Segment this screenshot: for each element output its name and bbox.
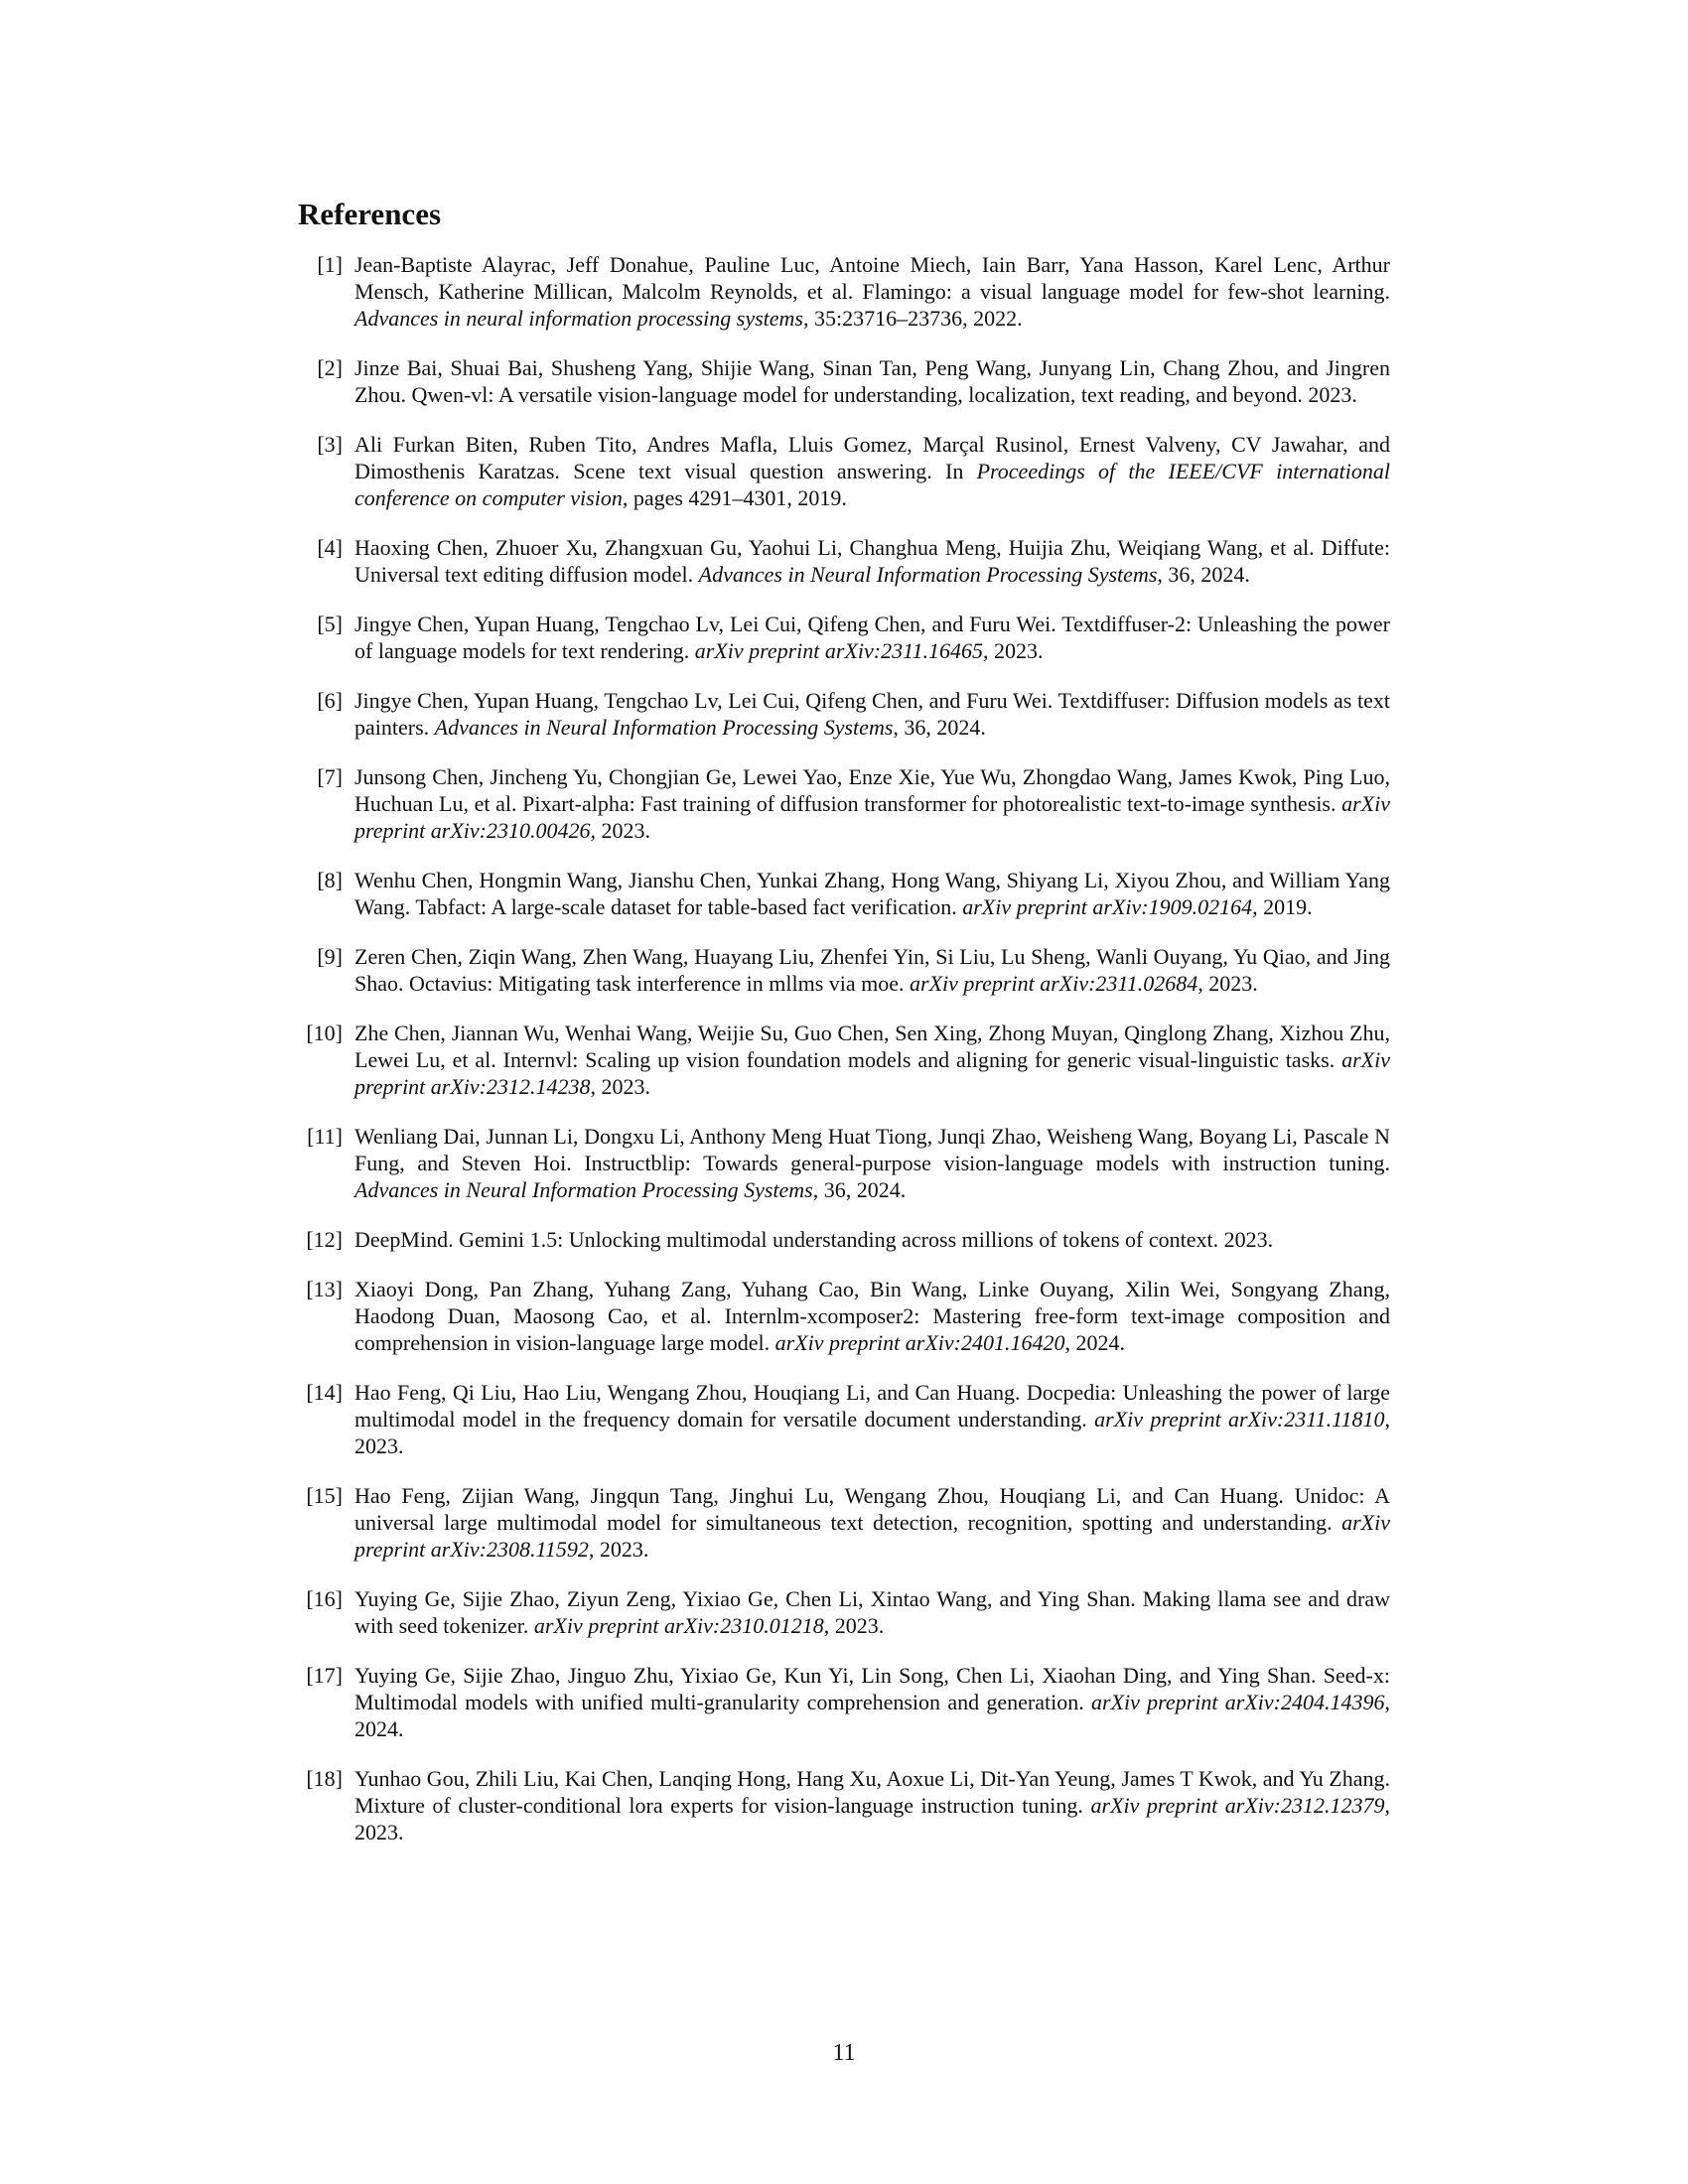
reference-item [298, 1379, 1390, 1459]
reference-number: [10] [306, 1021, 343, 1045]
reference-main: DeepMind. Gemini 1.5: Unlocking multimodal understanding across millions of tokens of context. 2023. [354, 1227, 1274, 1252]
reference-tail: , 2023. [982, 638, 1044, 663]
reference-item [298, 1765, 1390, 1845]
reference-item [298, 1226, 1390, 1253]
reference-tail: , 2023. [823, 1613, 885, 1638]
reference-number: [16] [306, 1586, 343, 1611]
reference-venue: arXiv preprint arXiv:2404.14396 [1091, 1690, 1385, 1714]
reference-text [354, 1020, 1390, 1100]
reference-tail: , 36, 2024. [1157, 562, 1250, 587]
reference-number: [18] [306, 1766, 343, 1791]
reference-item [298, 1662, 1390, 1742]
reference-main: Wenhu Chen, Hongmin Wang, Jianshu Chen, Yunkai Zhang, Hong Wang, Shiyang Li, Xiyou Zhou, and William Yang Wang. Tabfact: A large-scale dataset for table-based fact verification. [354, 868, 1390, 919]
reference-text [354, 251, 1390, 332]
reference-tail: , pages 4291–4301, 2019. [622, 485, 847, 510]
reference-main: Jean-Baptiste Alayrac, Jeff Donahue, Pauline Luc, Antoine Miech, Iain Barr, Yana Hasson, Karel Lenc, Arthur Mensch, Katherine Millican, Malcolm Reynolds, et al. Flamingo: a visual language model for few-shot learning. [354, 252, 1390, 304]
reference-number: [1] [317, 252, 343, 277]
references-section [298, 195, 1390, 1868]
reference-venue: arXiv preprint arXiv:2312.14238 [354, 1047, 1390, 1099]
reference-text [354, 1585, 1390, 1639]
reference-item [298, 867, 1390, 920]
reference-number: [9] [317, 944, 343, 969]
reference-venue: arXiv preprint arXiv:1909.02164 [962, 894, 1253, 919]
reference-number: [7] [317, 764, 343, 789]
reference-number: [6] [317, 688, 343, 713]
reference-number: [11] [307, 1124, 343, 1149]
reference-main: Haoxing Chen, Zhuoer Xu, Zhangxuan Gu, Yaohui Li, Changhua Meng, Huijia Zhu, Weiqiang Wang, et al. Diffute: Universal text editing diffusion model. [354, 535, 1390, 587]
reference-main: Yuying Ge, Sijie Zhao, Ziyun Zeng, Yixiao Ge, Chen Li, Xintao Wang, and Ying Shan. Making llama see and draw with seed tokenizer. [354, 1586, 1390, 1638]
reference-item [298, 354, 1390, 408]
reference-tail: , 2023. [354, 1793, 1390, 1844]
reference-item [298, 763, 1390, 844]
reference-tail: , 35:23716–23736, 2022. [802, 306, 1023, 331]
reference-text [354, 534, 1390, 588]
page-number: 11 [832, 2040, 856, 2066]
reference-text [354, 611, 1390, 664]
reference-number: [15] [306, 1483, 343, 1508]
reference-text [354, 763, 1390, 844]
reference-main: Jingye Chen, Yupan Huang, Tengchao Lv, Lei Cui, Qifeng Chen, and Furu Wei. Textdiffuser: Diffusion models as text painters. [354, 688, 1390, 740]
reference-number: [2] [317, 355, 343, 380]
reference-main: Zeren Chen, Ziqin Wang, Zhen Wang, Huayang Liu, Zhenfei Yin, Si Liu, Lu Sheng, Wanli Ouyang, Yu Qiao, and Jing Shao. Octavius: Mitigating task interference in mllms via moe. [354, 944, 1390, 996]
reference-venue: arXiv preprint arXiv:2312.12379 [1090, 1793, 1385, 1818]
reference-number: [17] [306, 1663, 343, 1688]
reference-text [354, 431, 1390, 511]
reference-venue: Advances in neural information processing systems [354, 306, 803, 331]
reference-tail: , 36, 2024. [893, 715, 986, 740]
reference-text [354, 354, 1390, 408]
reference-venue: Proceedings of the IEEE/CVF international conference on computer vision [354, 459, 1390, 510]
reference-item [298, 1585, 1390, 1639]
reference-tail: , 2023. [590, 1074, 650, 1099]
reference-text [354, 943, 1390, 997]
reference-tail: , 2024. [354, 1690, 1390, 1741]
reference-main: Yuying Ge, Sijie Zhao, Jinguo Zhu, Yixiao Ge, Kun Yi, Lin Song, Chen Li, Xiaohan Ding, and Ying Shan. Seed-x: Multimodal models with unified multi-granularity comprehension and generation. [354, 1663, 1390, 1714]
reference-item [298, 1482, 1390, 1563]
reference-main: Junsong Chen, Jincheng Yu, Chongjian Ge, Lewei Yao, Enze Xie, Yue Wu, Zhongdao Wang, James Kwok, Ping Luo, Huchuan Lu, et al. Pixart-alpha: Fast training of diffusion transformer for photorealistic text-to-image synthesis. [354, 764, 1390, 816]
reference-tail: , 2023. [1197, 971, 1258, 996]
reference-tail: , 2023. [590, 818, 650, 843]
reference-text [354, 1765, 1390, 1845]
reference-number: [12] [306, 1227, 343, 1252]
reference-main: Wenliang Dai, Junnan Li, Dongxu Li, Anthony Meng Huat Tiong, Junqi Zhao, Weisheng Wang, Boyang Li, Pascale N Fung, and Steven Hoi. Instructblip: Towards general-purpose vision-language models with instruction tuning. [354, 1124, 1390, 1175]
reference-text [354, 1662, 1390, 1742]
reference-text [354, 1226, 1390, 1253]
section-heading: References [298, 197, 442, 231]
reference-venue: arXiv preprint arXiv:2401.16420 [774, 1330, 1065, 1355]
reference-item [298, 943, 1390, 997]
reference-item [298, 687, 1390, 741]
reference-text [354, 1276, 1390, 1356]
reference-item [298, 431, 1390, 511]
reference-main: Ali Furkan Biten, Ruben Tito, Andres Mafla, Lluis Gomez, Marçal Rusinol, Ernest Valveny, CV Jawahar, and Dimosthenis Karatzas. Scene text visual question answering. In [354, 432, 1390, 483]
reference-tail: , 2023. [354, 1407, 1390, 1458]
reference-main: Hao Feng, Zijian Wang, Jingqun Tang, Jinghui Lu, Wengang Zhou, Houqiang Li, and Can Huang. Unidoc: A universal large multimodal model for simultaneous text detection, recognition, spotting and understanding. [354, 1483, 1390, 1535]
reference-venue: arXiv preprint arXiv:2311.16465 [694, 638, 983, 663]
reference-text [354, 1379, 1390, 1459]
reference-item [298, 1123, 1390, 1203]
reference-list [298, 251, 1390, 1845]
reference-number: [4] [317, 535, 343, 560]
reference-venue: Advances in Neural Information Processing Systems [434, 715, 894, 740]
reference-main: Zhe Chen, Jiannan Wu, Wenhai Wang, Weijie Su, Guo Chen, Sen Xing, Zhong Muyan, Qinglong Zhang, Xizhou Zhu, Lewei Lu, et al. Internvl: Scaling up vision foundation models and aligning for generic visual-linguistic tasks. [354, 1021, 1390, 1072]
reference-tail: , 2023. [588, 1537, 649, 1562]
reference-venue: Advances in Neural Information Processing Systems [698, 562, 1158, 587]
reference-number: [13] [306, 1277, 343, 1301]
reference-tail: , 36, 2024. [812, 1177, 907, 1202]
reference-venue: arXiv preprint arXiv:2310.00426 [354, 791, 1390, 843]
reference-venue: arXiv preprint arXiv:2308.11592 [354, 1510, 1390, 1562]
reference-number: [5] [317, 612, 343, 636]
reference-venue: arXiv preprint arXiv:2310.01218 [533, 1613, 824, 1638]
reference-text [354, 1123, 1390, 1203]
reference-item [298, 534, 1390, 588]
reference-item [298, 611, 1390, 664]
reference-main: Hao Feng, Qi Liu, Hao Liu, Wengang Zhou, Houqiang Li, and Can Huang. Docpedia: Unleashing the power of large multimodal model in the frequency domain for versatile document understanding. [354, 1380, 1390, 1432]
reference-number: [8] [317, 868, 343, 892]
reference-venue: arXiv preprint arXiv:2311.11810 [1094, 1407, 1385, 1432]
reference-text [354, 687, 1390, 741]
reference-text [354, 867, 1390, 920]
reference-main: Jinze Bai, Shuai Bai, Shusheng Yang, Shijie Wang, Sinan Tan, Peng Wang, Junyang Lin, Chang Zhou, and Jingren Zhou. Qwen-vl: A versatile vision-language model for understanding, localization, text reading, and beyond. 2023. [354, 355, 1390, 407]
reference-text [354, 1482, 1390, 1563]
reference-item [298, 1276, 1390, 1356]
reference-item [298, 251, 1390, 332]
reference-venue: Advances in Neural Information Processing Systems [354, 1177, 813, 1202]
reference-tail: , 2019. [1252, 894, 1313, 919]
reference-number: [3] [317, 432, 343, 457]
reference-venue: arXiv preprint arXiv:2311.02684 [910, 971, 1198, 996]
reference-main: Xiaoyi Dong, Pan Zhang, Yuhang Zang, Yuhang Cao, Bin Wang, Linke Ouyang, Xilin Wei, Songyang Zhang, Haodong Duan, Maosong Cao, et al. Internlm-xcomposer2: Mastering free-form text-image composition and comprehension in vision-language large model. [354, 1277, 1390, 1355]
reference-tail: , 2024. [1064, 1330, 1125, 1355]
reference-main: Yunhao Gou, Zhili Liu, Kai Chen, Lanqing Hong, Hang Xu, Aoxue Li, Dit-Yan Yeung, James T Kwok, and Yu Zhang. Mixture of cluster-conditional lora experts for vision-language instruction tuning. [354, 1766, 1390, 1818]
reference-main: Jingye Chen, Yupan Huang, Tengchao Lv, Lei Cui, Qifeng Chen, and Furu Wei. Textdiffuser-2: Unleashing the power of language models for text rendering. [354, 612, 1390, 663]
reference-item [298, 1020, 1390, 1100]
reference-number: [14] [306, 1380, 343, 1405]
